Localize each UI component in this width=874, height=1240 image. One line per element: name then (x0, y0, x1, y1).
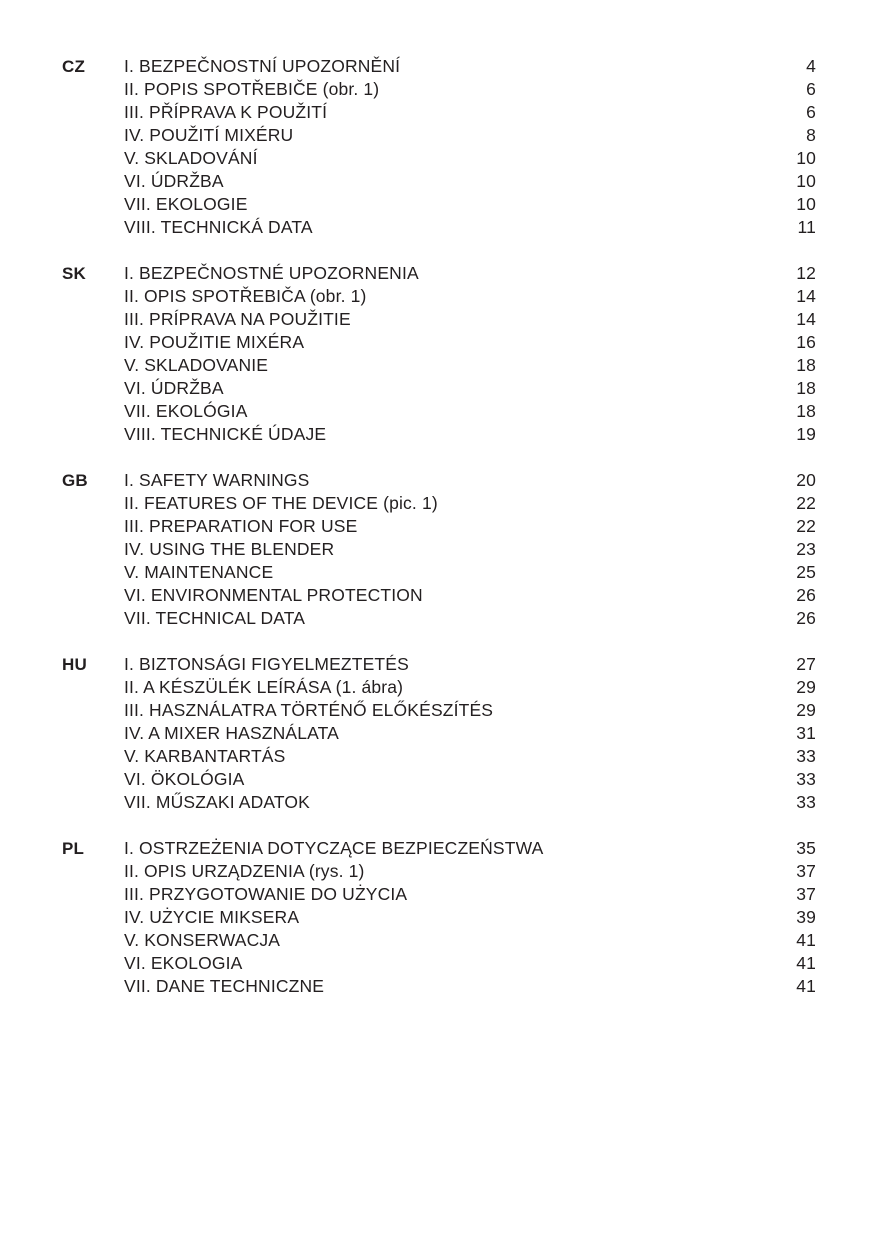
toc-entry-title: VI. ÚDRŽBA (124, 378, 224, 398)
toc-entry-title: VI. ENVIRONMENTAL PROTECTION (124, 585, 423, 605)
toc-entry-page-number: 26 (796, 608, 816, 628)
toc-entry-page-number: 22 (796, 516, 816, 536)
toc-entry-title: IV. POUŽITIE MIXÉRA (124, 332, 305, 352)
toc-entry-title: IV. POUŽITÍ MIXÉRU (124, 125, 294, 145)
toc-entry (124, 561, 816, 584)
toc-entry-list (124, 262, 816, 446)
toc-entry-title: V. KARBANTARTÁS (124, 746, 286, 766)
toc-entry (124, 101, 816, 124)
toc-entry-page-number: 18 (796, 401, 816, 421)
toc-entry (124, 55, 816, 78)
toc-section-cz (0, 55, 874, 239)
toc-entry-page-number: 37 (796, 861, 816, 881)
toc-entry-page-number: 14 (796, 286, 816, 306)
language-code: HU (62, 655, 87, 674)
toc-entry (124, 170, 816, 193)
toc-section-gb (0, 469, 874, 630)
toc-entry-title: I. OSTRZEŻENIA DOTYCZĄCE BEZPIECZEŃSTWA (124, 838, 544, 858)
toc-entry-page-number: 6 (806, 79, 816, 99)
toc-entry-page-number: 20 (796, 470, 816, 490)
toc-entry-title: IV. USING THE BLENDER (124, 539, 335, 559)
toc-entry (124, 929, 816, 952)
toc-entry-title: II. OPIS URZĄDZENIA (rys. 1) (124, 861, 365, 881)
toc-entry-title: I. BEZPEČNOSTNÍ UPOZORNĚNÍ (124, 56, 401, 76)
toc-entry-title: V. MAINTENANCE (124, 562, 274, 582)
toc-entry-page-number: 33 (796, 746, 816, 766)
toc-entry (124, 78, 816, 101)
toc-entry-page-number: 29 (796, 677, 816, 697)
toc-entry-title: VIII. TECHNICKÉ ÚDAJE (124, 424, 327, 444)
toc-entry (124, 722, 816, 745)
toc-entry (124, 607, 816, 630)
toc-entry (124, 285, 816, 308)
toc-entry (124, 745, 816, 768)
toc-entry-title: VII. TECHNICAL DATA (124, 608, 306, 628)
toc-entry-page-number: 14 (796, 309, 816, 329)
toc-entry (124, 216, 816, 239)
toc-entry-title: III. HASZNÁLATRA TÖRTÉNŐ ELŐKÉSZÍTÉS (124, 700, 494, 720)
toc-entry-page-number: 4 (806, 56, 816, 76)
toc-entry-title: VIII. TECHNICKÁ DATA (124, 217, 313, 237)
toc-entry-title: III. PREPARATION FOR USE (124, 516, 358, 536)
toc-entry-page-number: 11 (797, 217, 816, 237)
toc-entry-page-number: 41 (796, 976, 816, 996)
toc-entry (124, 308, 816, 331)
toc-entry-page-number: 10 (796, 148, 816, 168)
toc-entry-title: II. POPIS SPOTŘEBIČE (obr. 1) (124, 79, 380, 99)
toc-entry-page-number: 37 (796, 884, 816, 904)
toc-entry (124, 354, 816, 377)
toc-entry (124, 768, 816, 791)
toc-entry-page-number: 10 (796, 171, 816, 191)
toc-entry (124, 423, 816, 446)
toc-entry-page-number: 8 (806, 125, 816, 145)
toc-entry (124, 262, 816, 285)
toc-entry-page-number: 25 (796, 562, 816, 582)
toc-entry (124, 906, 816, 929)
toc-entry-title: VI. ÚDRŽBA (124, 171, 224, 191)
toc-entry-title: VII. EKOLÓGIA (124, 401, 248, 421)
toc-entry-title: V. SKLADOVÁNÍ (124, 148, 258, 168)
toc-entry (124, 653, 816, 676)
toc-entry-page-number: 41 (796, 930, 816, 950)
toc-entry-title: VI. EKOLOGIA (124, 953, 243, 973)
toc-entry-title: VI. ÖKOLÓGIA (124, 769, 245, 789)
toc-entry (124, 837, 816, 860)
toc-entry-title: IV. UŻYCIE MIKSERA (124, 907, 300, 927)
language-code: SK (62, 264, 87, 283)
toc-section-sk (0, 262, 874, 446)
toc-entry-title: V. SKLADOVANIE (124, 355, 269, 375)
toc-entry (124, 538, 816, 561)
toc-entry-page-number: 27 (796, 654, 816, 674)
toc-entry-page-number: 18 (796, 378, 816, 398)
toc-entry-title: II. FEATURES OF THE DEVICE (pic. 1) (124, 493, 438, 513)
toc-entry (124, 699, 816, 722)
table-of-contents (0, 55, 874, 998)
language-code: CZ (62, 57, 86, 76)
toc-entry-title: III. PRÍPRAVA NA POUŽITIE (124, 309, 351, 329)
toc-entry-title: II. OPIS SPOTŘEBIČA (obr. 1) (124, 286, 367, 306)
toc-entry (124, 975, 816, 998)
toc-entry-title: I. BEZPEČNOSTNÉ UPOZORNENIA (124, 263, 419, 283)
toc-entry-title: I. SAFETY WARNINGS (124, 470, 310, 490)
toc-entry-page-number: 23 (796, 539, 816, 559)
toc-entry (124, 400, 816, 423)
toc-entry (124, 193, 816, 216)
toc-entry (124, 377, 816, 400)
toc-entry-title: V. KONSERWACJA (124, 930, 281, 950)
toc-entry (124, 331, 816, 354)
toc-entry-page-number: 26 (796, 585, 816, 605)
toc-entry-page-number: 10 (796, 194, 816, 214)
toc-entry-list (124, 837, 816, 998)
toc-entry-title: II. A KÉSZÜLÉK LEÍRÁSA (1. ábra) (124, 677, 404, 697)
toc-entry-page-number: 12 (796, 263, 816, 283)
toc-entry-page-number: 16 (796, 332, 816, 352)
toc-entry-page-number: 19 (796, 424, 816, 444)
toc-entry-list (124, 55, 816, 239)
toc-entry-title: III. PRZYGOTOWANIE DO UŻYCIA (124, 884, 408, 904)
toc-entry-page-number: 31 (796, 723, 816, 743)
toc-entry-page-number: 6 (806, 102, 816, 122)
toc-entry-page-number: 33 (796, 769, 816, 789)
toc-entry-page-number: 29 (796, 700, 816, 720)
language-code: PL (62, 839, 85, 858)
toc-entry (124, 860, 816, 883)
toc-entry (124, 124, 816, 147)
toc-entry-list (124, 469, 816, 630)
toc-entry-title: VII. EKOLOGIE (124, 194, 248, 214)
toc-entry-page-number: 41 (796, 953, 816, 973)
toc-entry (124, 883, 816, 906)
toc-entry-page-number: 22 (796, 493, 816, 513)
toc-entry-title: VII. DANE TECHNICZNE (124, 976, 325, 996)
toc-entry-title: I. BIZTONSÁGI FIGYELMEZTETÉS (124, 654, 409, 674)
toc-section-pl (0, 837, 874, 998)
toc-entry-page-number: 39 (796, 907, 816, 927)
toc-entry (124, 584, 816, 607)
toc-entry (124, 492, 816, 515)
toc-entry-page-number: 33 (796, 792, 816, 812)
toc-entry (124, 791, 816, 814)
toc-entry-list (124, 653, 816, 814)
toc-entry-title: III. PŘÍPRAVA K POUŽITÍ (124, 102, 328, 122)
toc-entry-title: IV. A MIXER HASZNÁLATA (124, 723, 339, 743)
language-code: GB (62, 471, 88, 490)
toc-section-hu (0, 653, 874, 814)
toc-entry-title: VII. MŰSZAKI ADATOK (124, 792, 310, 812)
toc-entry (124, 147, 816, 170)
toc-entry (124, 952, 816, 975)
toc-entry (124, 676, 816, 699)
toc-entry-page-number: 18 (796, 355, 816, 375)
toc-entry (124, 469, 816, 492)
toc-entry-page-number: 35 (796, 838, 816, 858)
toc-entry (124, 515, 816, 538)
